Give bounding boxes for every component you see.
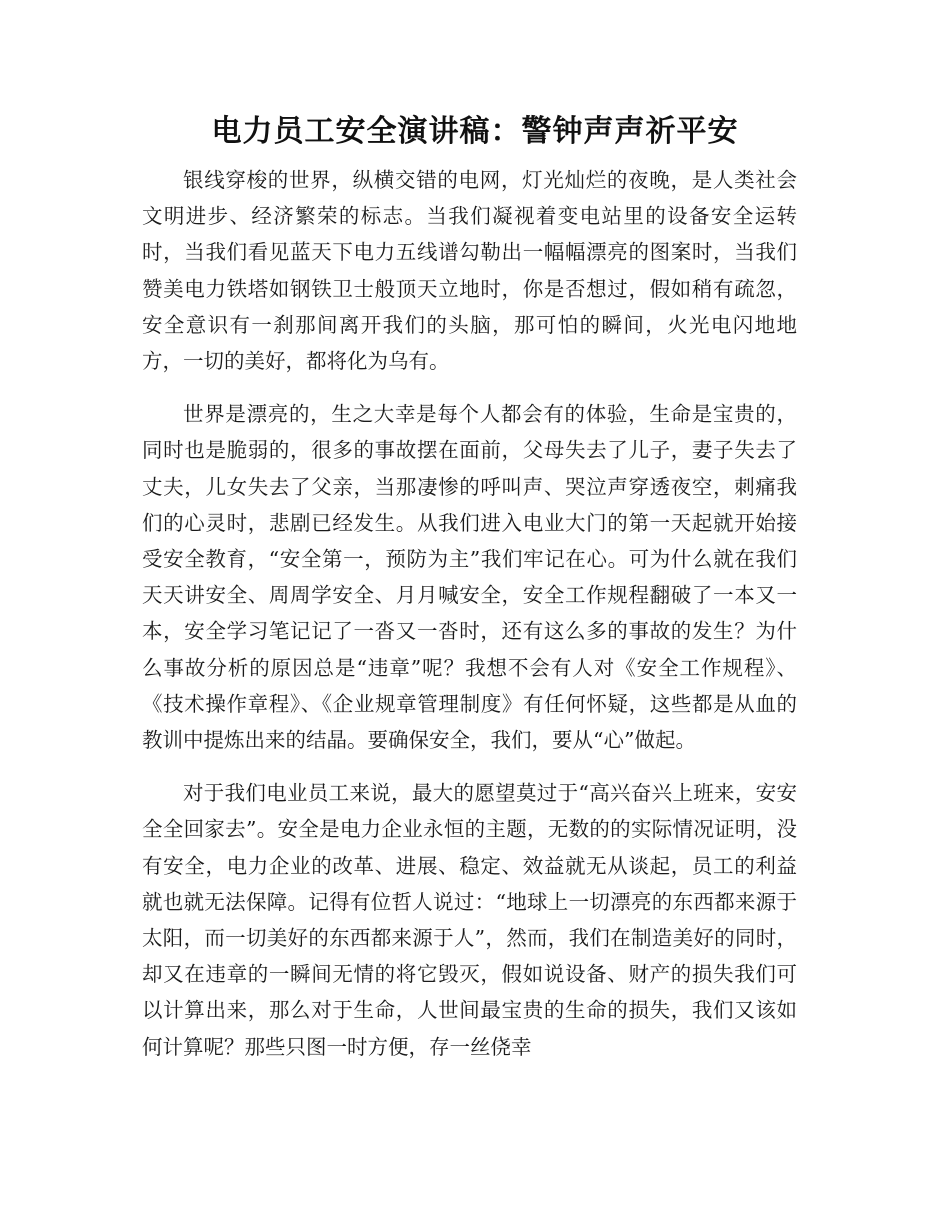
document-body	[142, 162, 797, 1082]
paragraph-2: 世界是漂亮的，生之大幸是每个人都会有的体验，生命是宝贵的，同时也是脆弱的，很多的事故摆在面前，父母失去了儿子，妻子失去了丈夫，儿女失去了父亲，当那凄惨的呼叫声、哭泣声穿透夜空，刺痛我们的心灵时，悲剧已经发生。从我们进入电业大门的第一天起就开始接受安全教育，“安全第一，预防为主”我们牢记在心。可为什么就在我们天天讲安全、周周学安全、月月喊安全，安全工作规程翻破了一本又一本，安全学习笔记记了一沓又一沓时，还有这么多的事故的发生？为什么事故分析的原因总是“违章”呢？我想不会有人对《安全工作规程》、《技术操作章程》、《企业规章管理制度》有任何怀疑，这些都是从血的教训中提炼出来的结晶。要确保安全，我们，要从“心”做起。	[142, 402, 797, 753]
page-title: 电力员工安全演讲稿：警钟声声祈平安	[211, 114, 739, 149]
paragraph-1: 银线穿梭的世界，纵横交错的电网，灯光灿烂的夜晚，是人类社会文明进步、经济繁荣的标志。当我们凝视着变电站里的设备安全运转时，当我们看见蓝天下电力五线谱勾勒出一幅幅漂亮的图案时，当我们赞美电力铁塔如钢铁卫士般顶天立地时，你是否想过，假如稍有疏忽，安全意识有一刹那间离开我们的头脑，那可怕的瞬间，火光电闪地地方，一切的美好，都将化为乌有。	[142, 168, 797, 374]
paragraph-3: 对于我们电业员工来说，最大的愿望莫过于“高兴奋兴上班来，安安全全回家去”。安全是电力企业永恒的主题，无数的的实际情况证明，没有安全，电力企业的改革、进展、稳定、效益就无从谈起，员工的利益就也就无法保障。记得有位哲人说过：“地球上一切漂亮的东西都来源于太阳，而一切美好的东西都来源于人”，然而，我们在制造美好的同时，却又在违章的一瞬间无情的将它毁灭，假如说设备、财产的损失我们可以计算出来，那么对于生命，人世间最宝贵的生命的损失，我们又该如何计算呢？那些只图一时方便，存一丝侥幸	[142, 781, 797, 1059]
